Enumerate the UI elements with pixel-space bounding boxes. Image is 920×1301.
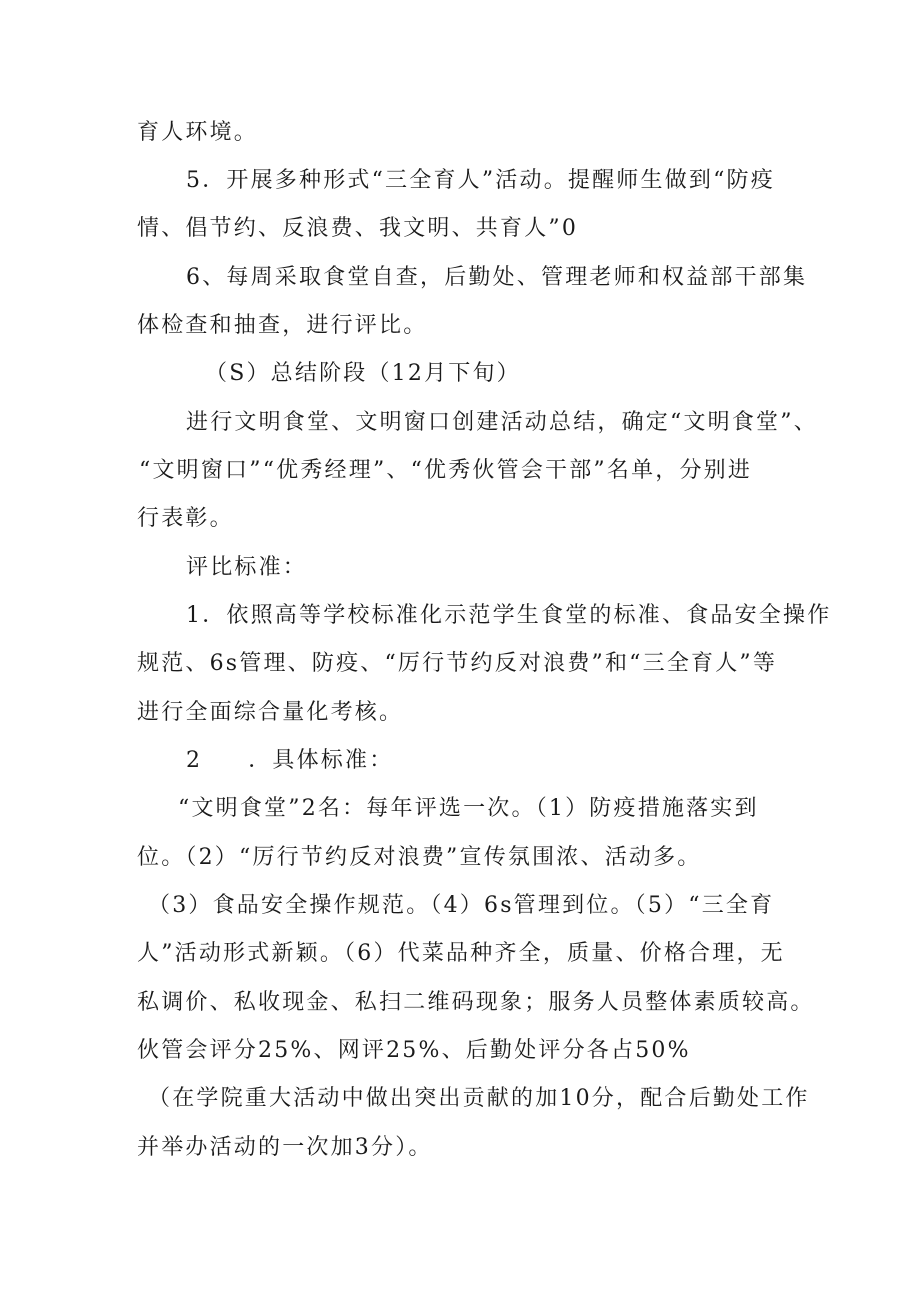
- section-heading: （S）总结阶段（12月下旬）: [205, 361, 521, 386]
- text-line: 进行全面综合量化考核。: [137, 700, 404, 725]
- text-line: 育人环境。: [137, 120, 259, 145]
- text-line: 并举办活动的一次加3分）。: [137, 1135, 433, 1160]
- text-line: 进行文明食堂、文明窗口创建活动总结，确定“文明食堂”、: [186, 410, 818, 435]
- text-line: 体检查和抽查，进行评比。: [137, 313, 428, 338]
- text-line: 1．依照高等学校标准化示范学生食堂的标准、食品安全操作: [186, 603, 832, 628]
- text-line: 规范、6s管理、防疫、“厉行节约反对浪费”和“三全育人”等: [137, 651, 778, 676]
- text-line: 人”活动形式新颖。（6）代菜品种齐全，质量、价格合理，无: [137, 941, 785, 966]
- list-item-number-line: [186, 746, 393, 776]
- text-line: 行表彰。: [137, 506, 234, 531]
- text-line: 5．开展多种形式“三全育人”活动。提醒师生做到“防疫: [186, 168, 775, 193]
- text-line: “文明食堂”2名：每年评选一次。（1）防疫措施落实到: [178, 796, 759, 821]
- text-line: 6、每周采取食堂自查，后勤处、管理老师和权益部干部集: [186, 265, 808, 290]
- text-line: 私调价、私收现金、私扫二维码现象；服务人员整体素质较高。: [137, 990, 815, 1015]
- text-line: （在学院重大活动中做出突出贡献的加10分，配合后勤处工作: [148, 1086, 810, 1111]
- list-item-label: ．具体标准：: [248, 748, 394, 773]
- section-heading: 评比标准：: [186, 555, 308, 580]
- text-line: 伙管会评分25%、网评25%、后勤处评分各占50%: [137, 1038, 691, 1063]
- text-line: 情、倡节约、反浪费、我文明、共育人”0: [137, 216, 579, 241]
- list-number: 2: [186, 748, 203, 773]
- text-line: “文明窗口”“优秀经理”、“优秀伙管会干部”名单，分别进: [139, 458, 753, 483]
- text-line: 位。（2）“厉行节约反对浪费”宣传氛围浓、活动多。: [137, 845, 702, 870]
- text-line: （3）食品安全操作规范。（4）6s管理到位。（5）“三全育: [148, 893, 775, 918]
